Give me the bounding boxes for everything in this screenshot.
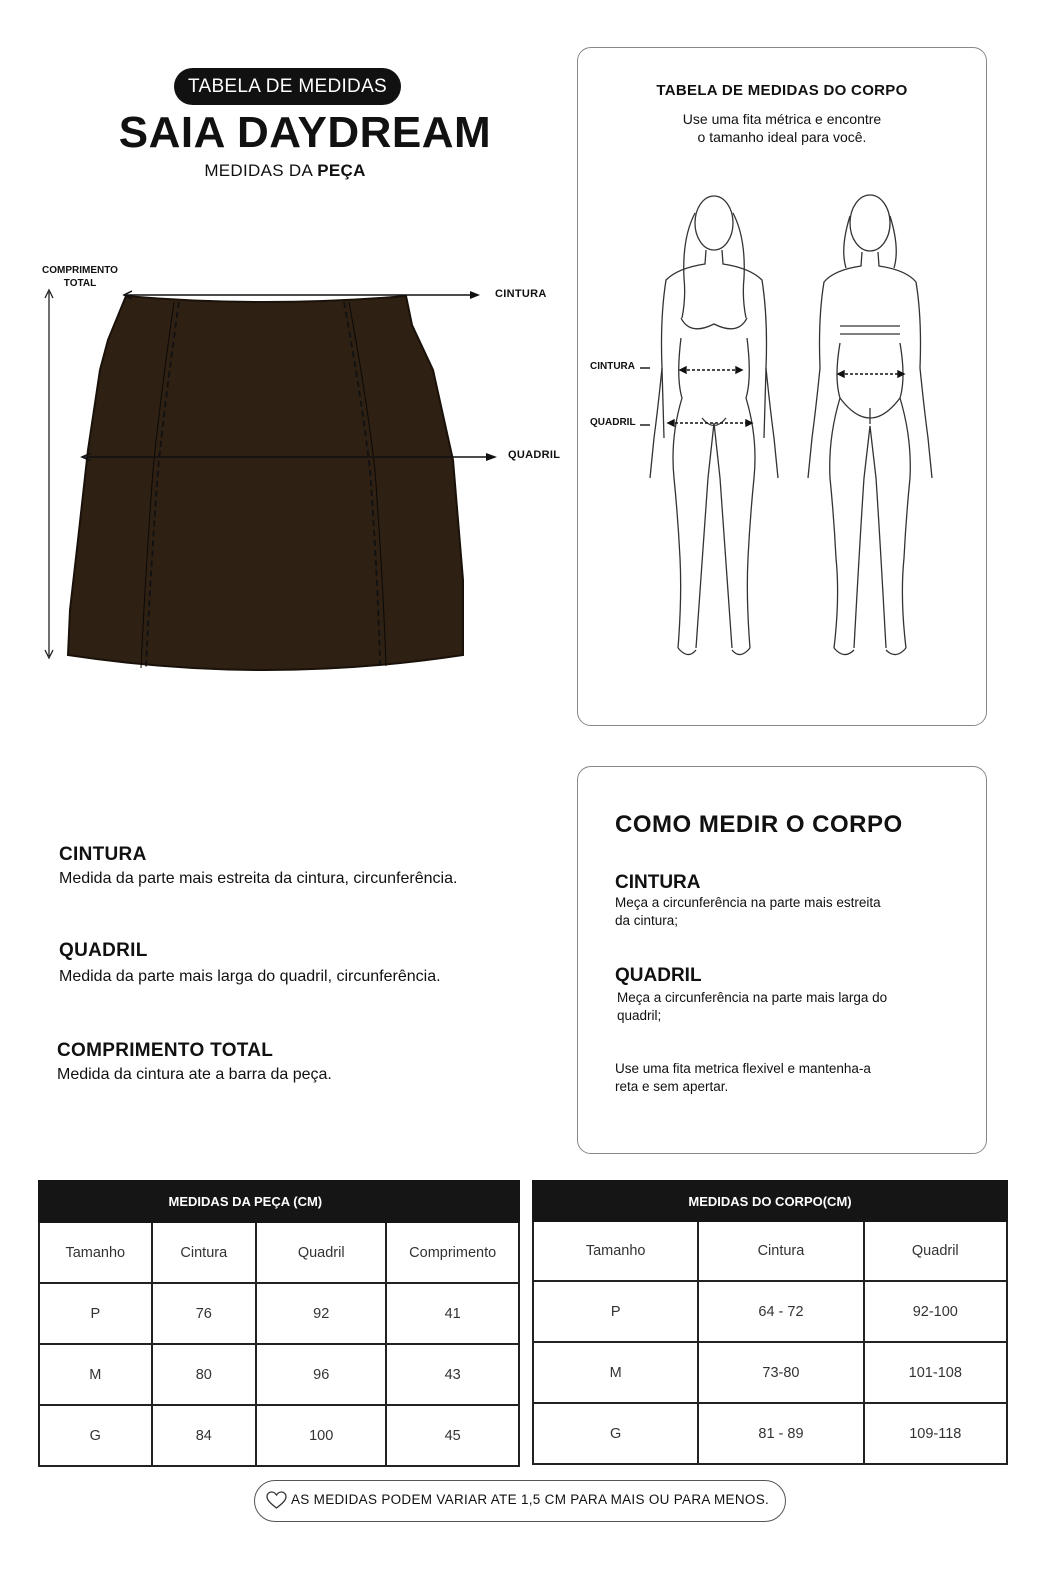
body-cell: G <box>533 1403 698 1464</box>
hip-label: QUADRIL <box>508 449 561 461</box>
table-row <box>39 1283 519 1344</box>
body-col-size: Tamanho <box>533 1221 698 1281</box>
body-panel <box>577 47 987 726</box>
body-cell: M <box>533 1342 698 1403</box>
piece-cell: 92 <box>256 1283 386 1344</box>
piece-cell: 41 <box>386 1283 519 1344</box>
waist-arrow-head <box>470 291 480 299</box>
desc-hip-text: Medida da parte mais larga do quadril, circunferência. <box>59 968 441 985</box>
body-cell: 101-108 <box>864 1342 1007 1403</box>
body-table <box>532 1180 1008 1465</box>
body-cell: 92-100 <box>864 1281 1007 1342</box>
how-to-panel <box>577 766 987 1154</box>
length-label: COMPRIMENTO TOTAL <box>42 265 118 289</box>
piece-cell: M <box>39 1344 152 1405</box>
body-col-waist: Cintura <box>698 1221 863 1281</box>
how-waist-line2: da cintura; <box>615 913 679 928</box>
body-cell: P <box>533 1281 698 1342</box>
piece-table-title: MEDIDAS DA PEÇA (CM) <box>152 1181 387 1222</box>
body-cell: 73-80 <box>698 1342 863 1403</box>
table-row <box>533 1281 1007 1342</box>
piece-cell: G <box>39 1405 152 1466</box>
table-row <box>39 1344 519 1405</box>
piece-col-size: Tamanho <box>39 1222 152 1283</box>
header-pill: TABELA DE MEDIDAS <box>174 68 401 105</box>
skirt-diagram <box>0 280 575 690</box>
how-hip-heading: QUADRIL <box>615 965 702 986</box>
table-row <box>39 1405 519 1466</box>
piece-cell: 84 <box>152 1405 257 1466</box>
skirt-shape <box>68 296 463 670</box>
how-waist-line1: Meça a circunferência na parte mais estreita <box>615 895 881 910</box>
piece-cell: 96 <box>256 1344 386 1405</box>
table-row <box>533 1403 1007 1464</box>
how-waist-heading: CINTURA <box>615 872 701 893</box>
piece-cell: 76 <box>152 1283 257 1344</box>
piece-cell: 100 <box>256 1405 386 1466</box>
piece-cell: 45 <box>386 1405 519 1466</box>
piece-col-waist: Cintura <box>152 1222 257 1283</box>
how-to-title: COMO MEDIR O CORPO <box>615 811 903 838</box>
heart-icon <box>266 1491 287 1510</box>
desc-waist-heading: CINTURA <box>59 844 147 865</box>
piece-table <box>38 1180 520 1467</box>
body-panel-line2: o tamanho ideal para você. <box>697 129 867 145</box>
page-subtitle <box>150 161 420 181</box>
page-title: SAIA DAYDREAM <box>118 108 492 157</box>
note-text: AS MEDIDAS PODEM VARIAR ATE 1,5 CM PARA MAIS OU PARA MENOS. <box>291 1492 770 1507</box>
body-hip-label: QUADRIL <box>590 417 636 428</box>
piece-cell: P <box>39 1283 152 1344</box>
front-figure <box>650 196 778 655</box>
how-hip-line1: Meça a circunferência na parte mais larga do <box>617 990 888 1005</box>
piece-cell: 43 <box>386 1344 519 1405</box>
desc-waist-text: Medida da parte mais estreita da cintura, circunferência. <box>59 870 458 887</box>
piece-col-hip: Quadril <box>256 1222 386 1283</box>
how-hip-line2: quadril; <box>617 1008 662 1023</box>
hip-arrow-head <box>486 453 497 461</box>
desc-length-heading: COMPRIMENTO TOTAL <box>57 1040 274 1061</box>
how-tip-line1: Use uma fita metrica flexivel e mantenha-a <box>615 1061 871 1076</box>
how-tip-line2: reta e sem apertar. <box>615 1079 729 1094</box>
variation-note <box>254 1480 786 1522</box>
back-figure <box>808 195 932 655</box>
body-cell: 81 - 89 <box>698 1403 863 1464</box>
waist-label: CINTURA <box>495 288 547 300</box>
piece-cell: 80 <box>152 1344 257 1405</box>
desc-length-text: Medida da cintura ate a barra da peça. <box>57 1066 332 1083</box>
subtitle-text: MEDIDAS DA <box>204 161 318 180</box>
piece-col-length: Comprimento <box>386 1222 519 1283</box>
body-panel-line1: Use uma fita métrica e encontre <box>682 111 882 127</box>
body-waist-label: CINTURA <box>590 361 635 372</box>
table-row <box>533 1342 1007 1403</box>
subtitle-bold: PEÇA <box>317 161 366 180</box>
body-col-hip: Quadril <box>864 1221 1007 1281</box>
body-table-title: MEDIDAS DO CORPO(CM) <box>533 1181 1007 1221</box>
body-cell: 109-118 <box>864 1403 1007 1464</box>
desc-hip-heading: QUADRIL <box>59 940 148 961</box>
body-figures <box>578 178 986 678</box>
body-cell: 64 - 72 <box>698 1281 863 1342</box>
body-panel-title: TABELA DE MEDIDAS DO CORPO <box>656 82 908 99</box>
